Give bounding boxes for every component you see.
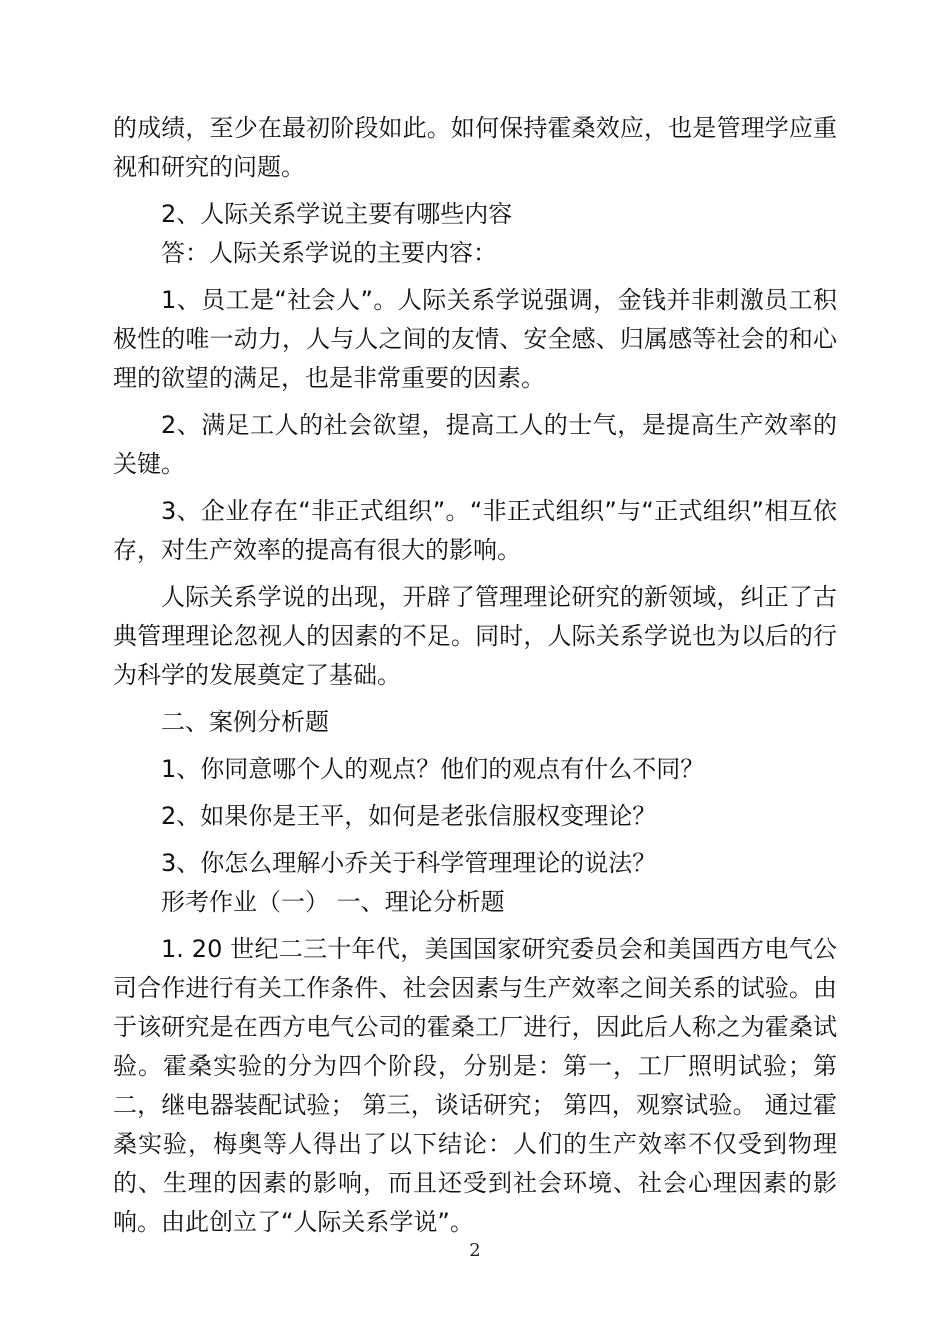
case-question-1: 1、你同意哪个人的观点？他们的观点有什么不同？ xyxy=(161,755,705,783)
answer-point-3: 3、企业存在“非正式组织”。“非正式组织”与“正式组织”相互依存，对生产效率的提高有很大的影响。 xyxy=(113,497,837,564)
case-question-3: 3、你怎么理解小乔关于科学管理理论的说法？ xyxy=(161,849,657,877)
section-heading-case-analysis: 二、案例分析题 xyxy=(161,708,329,736)
answer-point-2: 2、满足工人的社会欲望，提高工人的士气，是提高生产效率的关键。 xyxy=(113,411,837,478)
theory-answer-1: 1. 20 世纪二三十年代，美国国家研究委员会和美国西方电气公司合作进行有关工作条件、社会因素与生产效率之间关系的试验。由于该研究是在西方电气公司的霍桑工厂进行，因此后人称之为霍桑试验。霍桑实验的分为四个阶段，分别是：第一，工厂照明试验；第二，继电器装配试验； 第三，谈话研究； 第四，观察试验。 通过霍桑实验，梅奥等人得出了以下结论：人们的生产效率不仅受到物理的、生理的因素的影响，而且还受到社会环境、社会心理因素的影响。由此创立了“人际关系学说”。 xyxy=(113,935,837,1236)
document-body xyxy=(113,109,837,1242)
paragraph-continuation: 的成绩，至少在最初阶段如此。如何保持霍桑效应，也是管理学应重视和研究的问题。 xyxy=(113,114,837,181)
assignment-heading: 形考作业（一） 一、理论分析题 xyxy=(161,888,505,916)
case-question-2: 2、如果你是王平，如何是老张信服权变理论？ xyxy=(161,802,657,830)
answer-intro: 答：人际关系学说的主要内容： xyxy=(161,239,497,267)
answer-summary: 人际关系学说的出现，开辟了管理理论研究的新领域，纠正了古典管理理论忽视人的因素的不足。同时，人际关系学说也为以后的行为科学的发展奠定了基础。 xyxy=(113,583,837,689)
question-heading: 2、人际关系学说主要有哪些内容 xyxy=(161,200,513,228)
page-number: 2 xyxy=(469,1240,481,1261)
answer-point-1: 1、员工是“社会人”。人际关系学说强调，金钱并非刺激员工积极性的唯一动力，人与人之间的友情、安全感、归属感等社会的和心理的欲望的满足，也是非常重要的因素。 xyxy=(113,286,837,392)
